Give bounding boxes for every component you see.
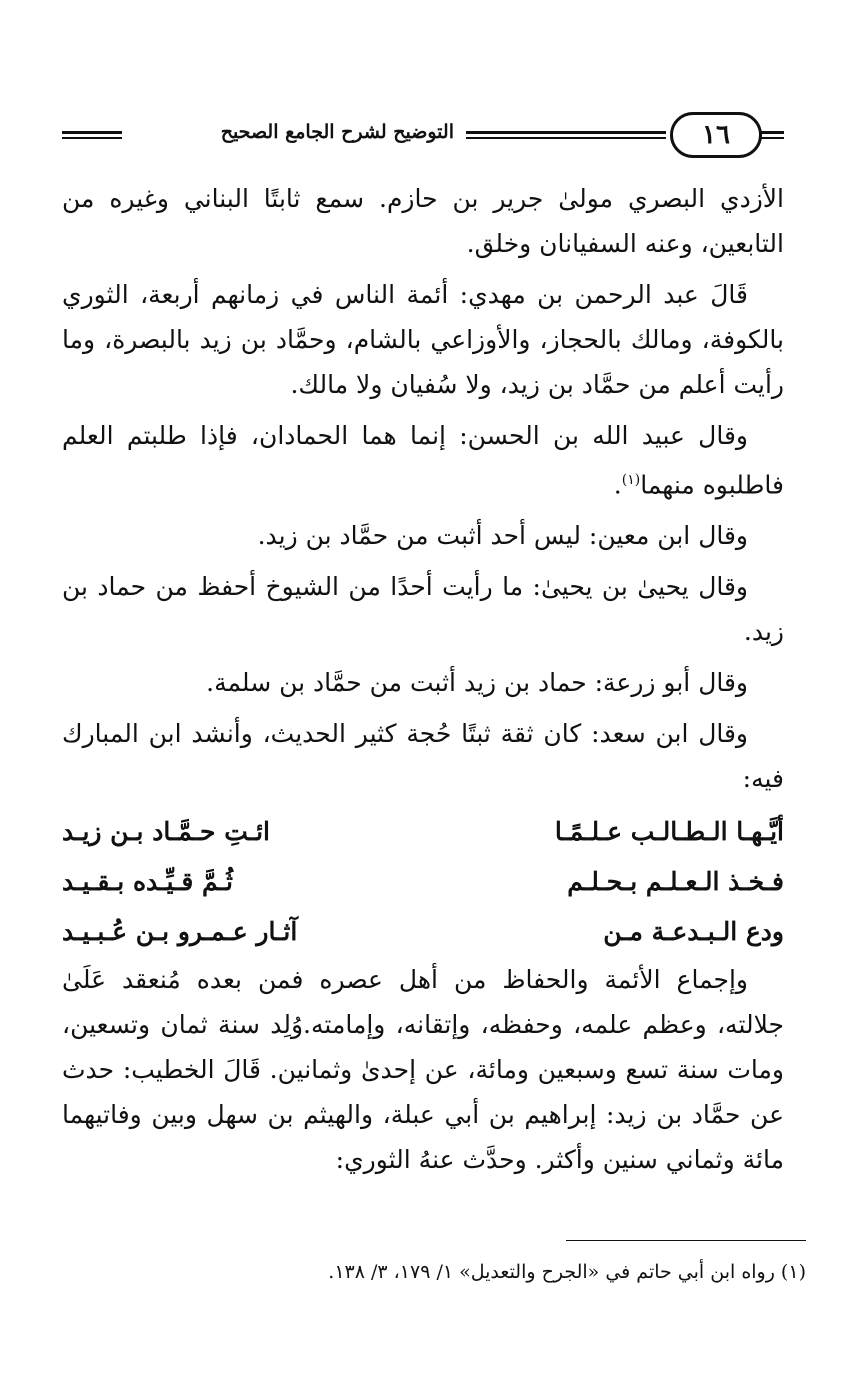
paragraph: الأزدي البصري مولىٰ جرير بن حازم. سمع ثابتًا البناني وغيره من التابعين، وعنه السفيانان وخلق. (62, 184, 784, 258)
poem-verse (62, 807, 784, 857)
footnote-separator (566, 1240, 806, 1241)
paragraph: وقال ابن معين: ليس أحد أثبت من حمَّاد بن زيد. (257, 521, 748, 551)
footnote: (١) رواه ابن أبي حاتم في «الجرح والتعديل» ١/ ١٧٩، ٣/ ١٣٨. (328, 1261, 806, 1283)
poem-verse (62, 857, 784, 907)
poem (62, 807, 784, 957)
paragraph: وقال أبو زرعة: حماد بن زيد أثبت من حمَّاد بن سلمة. (206, 668, 748, 698)
main-text (62, 176, 784, 1188)
paragraph-text: وقال عبيد الله بن الحسن: إنما هما الحمادان، فإذا طلبتم العلم فاطلبوه منهما (62, 421, 784, 500)
paragraph: وقال ابن سعد: كان ثقة ثبتًا حُجة كثير الحديث، وأنشد ابن المبارك فيه: (62, 719, 784, 794)
running-title: التوضيح لشرح الجامع الصحيح (220, 121, 454, 143)
verse-first-half: ودع الـبـدعـة مـن (603, 917, 784, 947)
paragraph: وإجماع الأئمة والحفاظ من أهل عصره فمن بعده مُنعقد عَلَىٰ جلالته، وعظم علمه، وحفظه، وإتقانه، وإمامته.وُلِد سنة ثمان وتسعين، ومات سنة تسع وسبعين ومائة، عن إحدىٰ وثمانين. قَالَ الخطيب: حدث عن حمَّاد بن زيد: إبراهيم بن أبي عبلة، والهيثم بن سهل وبين وفاتيهما مائة وثماني سنين وأكثر. وحدَّث عنهُ الثوري: (62, 965, 784, 1175)
header-rule-left (62, 131, 122, 139)
footnote-marker: (١) (621, 472, 641, 488)
verse-second-half: آثـار عـمـرو بـن عُـبـيـد (62, 917, 298, 947)
paragraph: وقال يحيىٰ بن يحيىٰ: ما رأيت أحدًا من الشيوخ أحفظ من حماد بن زيد. (62, 572, 784, 647)
verse-first-half: فـخـذ الـعـلـم بـحـلـم (567, 867, 784, 897)
verse-first-half: أيَّـهـا الـطـالـب عـلـمًـا (554, 817, 784, 847)
poem-verse (62, 907, 784, 957)
verse-second-half: ائـتِ حـمَّـاد بـن زيـد (62, 817, 270, 847)
page-number: ١٦ (670, 112, 762, 158)
running-header (62, 112, 784, 160)
verse-second-half: ثُـمَّ قـيِّـده بـقـيـد (62, 867, 233, 897)
paragraph: قَالَ عبد الرحمن بن مهدي: أئمة الناس في زمانهم أربعة، الثوري بالكوفة، ومالك بالحجاز، والأوزاعي بالشام، وحمَّاد بن زيد بالبصرة، وما رأيت أعلم من حمَّاد بن زيد، ولا سُفيان ولا مالك. (62, 280, 784, 399)
header-rule-middle (466, 131, 666, 139)
paragraph: وقال عبيد الله بن الحسن: إنما هما الحمادان، فإذا طلبتم العلم فاطلبوه منهما$^{(١)}$. (62, 421, 784, 500)
